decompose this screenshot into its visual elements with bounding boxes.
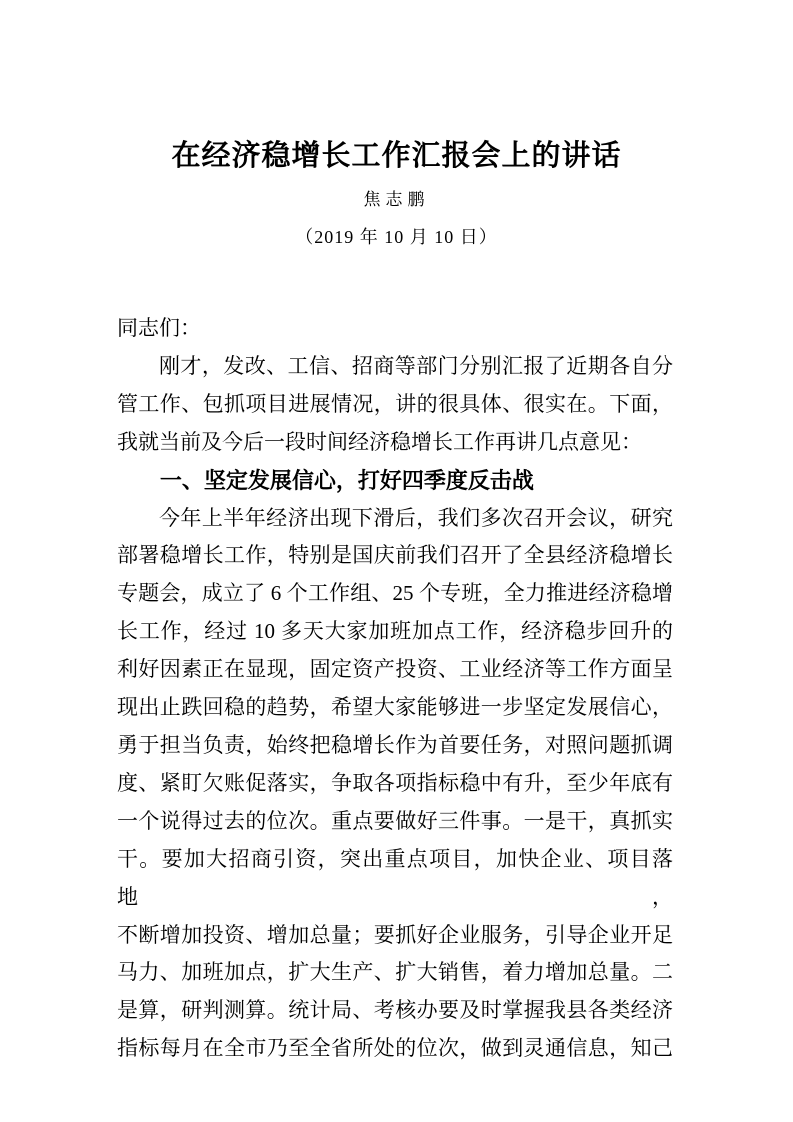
body-line: 指标每月在全市乃至全省所处的位次，做到灵通信息，知己 xyxy=(117,1036,673,1061)
body-line: 勇于担当负责，始终把稳增长作为首要任务，对照问题抓调 xyxy=(117,732,673,757)
section-heading: 一、坚定发展信心，打好四季度反击战 xyxy=(159,467,534,493)
body-line: 部署稳增长工作，特别是国庆前我们召开了全县经济稳增长 xyxy=(117,543,673,568)
body-line: 专题会，成立了 6 个工作组、25 个专班，全力推进经济稳增 xyxy=(117,581,673,606)
body-line: 一个说得过去的位次。重点要做好三件事。一是干，真抓实 xyxy=(117,808,673,833)
document-date: （2019 年 10 月 10 日） xyxy=(295,227,498,247)
document-header xyxy=(0,0,793,249)
document-author: 焦志鹏 xyxy=(363,190,430,209)
body-line: 我就当前及今后一段时间经济稳增长工作再讲几点意见： xyxy=(117,429,642,454)
body-line: 今年上半年经济出现下滑后，我们多次召开会议，研究 xyxy=(159,505,673,530)
document-title: 在经济稳增长工作汇报会上的讲话 xyxy=(171,140,622,172)
body-line: 度、紧盯欠账促落实，争取各项指标稳中有升，至少年底有 xyxy=(117,770,673,795)
body-line: 现出止跌回稳的趋势，希望大家能够进一步坚定发展信心， xyxy=(117,695,673,720)
body-line: 长工作，经过 10 多天大家加班加点工作，经济稳步回升的 xyxy=(117,619,673,644)
body-line: 管工作、包抓项目进展情况，讲的很具体、很实在。下面， xyxy=(117,391,673,416)
body-line: 干。要加大招商引资，突出重点项目，加快企业、项目落地， xyxy=(117,846,673,909)
body-line: 马力、加班加点，扩大生产、扩大销售，着力增加总量。二 xyxy=(117,960,673,985)
body-line-salutation: 同志们： xyxy=(117,316,201,340)
body-line: 利好因素正在显现，固定资产投资、工业经济等工作方面呈 xyxy=(117,657,673,682)
document-body xyxy=(117,310,673,1068)
body-line: 是算，研判测算。统计局、考核办要及时掌握我县各类经济 xyxy=(117,998,673,1023)
body-line: 刚才，发改、工信、招商等部门分别汇报了近期各自分 xyxy=(159,353,673,378)
body-line: 不断增加投资、增加总量；要抓好企业服务，引导企业开足 xyxy=(117,922,673,947)
